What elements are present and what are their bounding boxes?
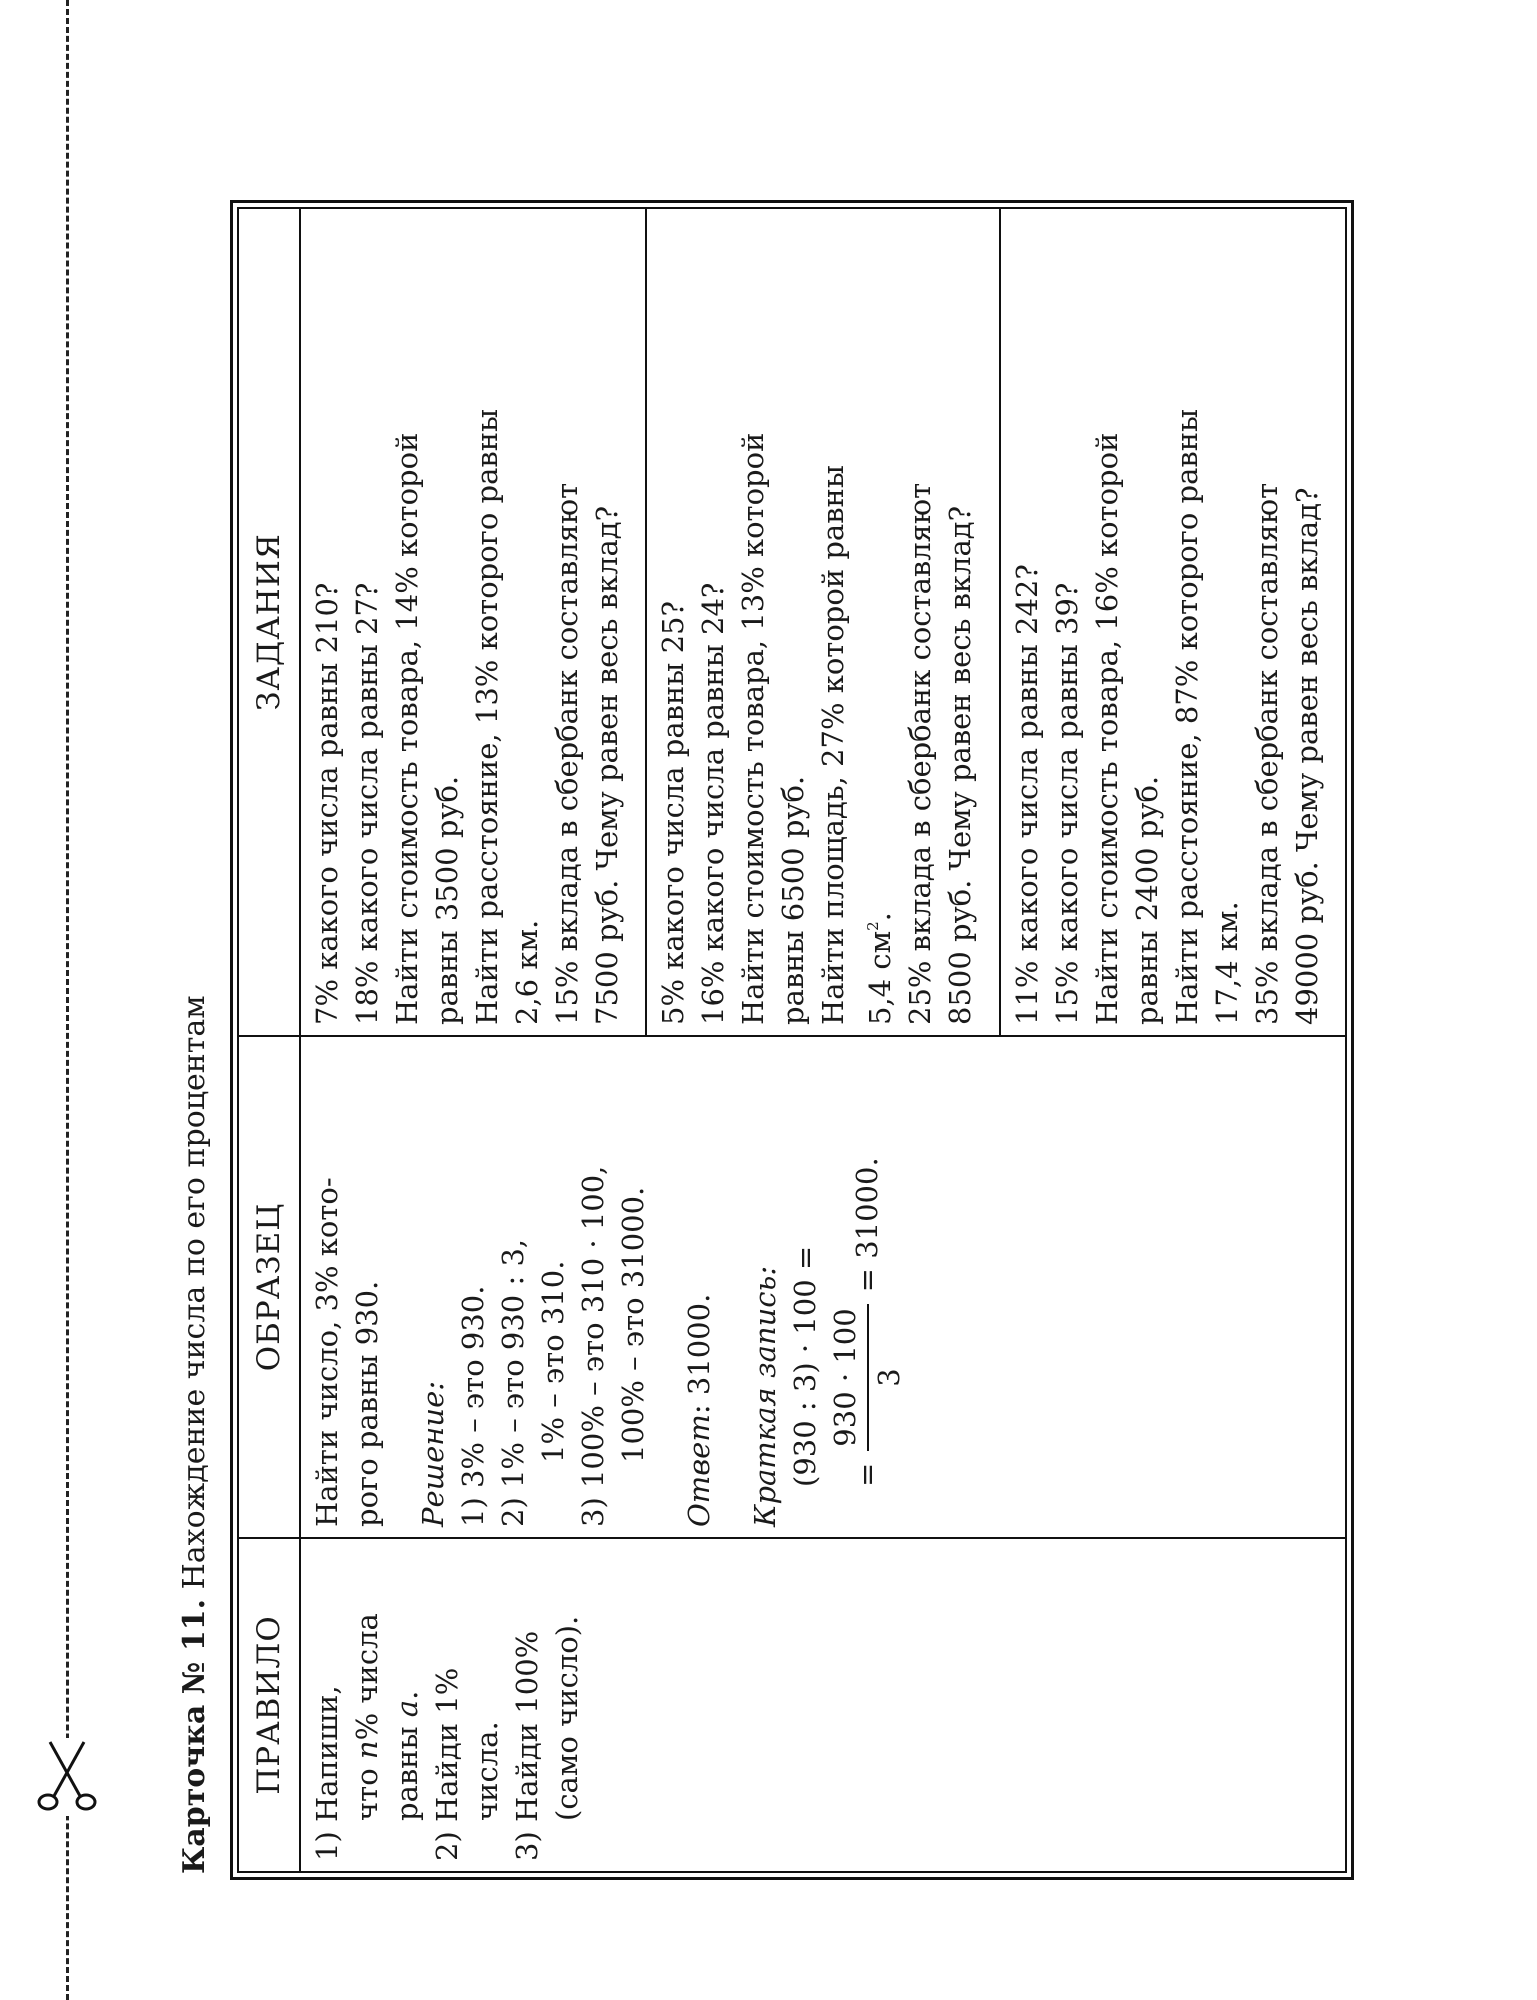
rule-step-2: 2) Найди 1% [430, 1667, 464, 1861]
task-2-c: Найти стоимость товара, 13% которой [736, 432, 771, 1025]
task-group-1 [300, 208, 646, 1036]
task-1-d: равны 3500 руб. [430, 775, 464, 1025]
rule-step-1-line-3: равны a. [390, 1690, 424, 1821]
task-3-b: 15% какого числа равны 39? [1049, 582, 1084, 1025]
rule-step-3-line-2: (само число). [550, 1615, 584, 1821]
task-1-a: 7% какого числа равны 210? [310, 582, 344, 1025]
task-1-f: 2,6 км. [510, 919, 544, 1025]
header-tasks: ЗАДАНИЯ [238, 208, 300, 1036]
task-group-2 [646, 208, 1000, 1036]
task-2-h: 8500 руб. Чему равен весь вклад? [943, 505, 978, 1025]
scissors-icon [36, 1738, 98, 1816]
card-topic: Нахождение числа по его процентам [177, 995, 212, 1599]
fraction-denominator: 3 [872, 1368, 906, 1387]
task-3-a: 11% какого числа равны 242? [1009, 564, 1044, 1025]
card-content [170, 30, 1530, 1880]
card-table [237, 207, 1347, 1873]
solution-step-2-line-2: 1% – это 310. [536, 1260, 570, 1463]
header-rule: ПРАВИЛО [238, 1538, 300, 1872]
task-1-c: Найти стоимость товара, 14% которой [390, 432, 424, 1025]
solution-step-3: 3) 100% – это 310 · 100, [576, 1165, 610, 1527]
card-number: Карточка № 11. [177, 1598, 212, 1874]
rule-step-1: 1) Напиши, [310, 1685, 344, 1861]
task-2-e: Найти площадь, 27% которой равны [816, 465, 851, 1025]
sample-task-line-1: Найти число, 3% кото- [310, 1177, 344, 1527]
task-1-e: Найти расстояние, 13% которого равны [470, 408, 504, 1025]
solution-step-2: 2) 1% – это 930 : 3, [496, 1238, 530, 1527]
card-title [170, 995, 220, 1874]
card-table-frame [230, 200, 1354, 1880]
task-3-c: Найти стоимость товара, 16% которой [1089, 432, 1124, 1025]
task-1-h: 7500 руб. Чему равен весь вклад? [590, 505, 624, 1025]
task-row-1 [300, 208, 646, 1872]
solution-step-3-line-2: 100% – это 31000. [616, 1186, 650, 1463]
task-1-g: 15% вклада в сбербанк составляют [550, 482, 584, 1025]
sample-task-line-2: рого равны 930. [350, 1280, 384, 1527]
rule-step-1-line-2: что n% числа [350, 1613, 384, 1821]
task-3-h: 49000 руб. Чему равен весь вклад? [1289, 487, 1324, 1025]
task-3-e: Найти расстояние, 87% которого равны [1169, 408, 1204, 1025]
fraction-numerator: 930 · 100 [825, 1304, 869, 1450]
rule-step-2-line-2: числа. [470, 1721, 504, 1821]
task-3-f: 17,4 км. [1209, 901, 1244, 1025]
rule-step-3: 3) Найди 100% [510, 1630, 544, 1861]
task-3-d: равны 2400 руб. [1129, 775, 1164, 1025]
short-record-fraction: = 930 · 100 3 = 31000. [825, 1045, 909, 1527]
rule-cell [300, 1538, 1346, 1872]
answer-label: Ответ [682, 1414, 716, 1527]
solution-step-1: 1) 3% – это 930. [456, 1285, 490, 1527]
sample-cell [300, 1036, 1346, 1538]
task-2-b: 16% какого числа равны 24? [696, 582, 731, 1025]
task-2-a: 5% какого числа равны 25? [656, 600, 691, 1025]
header-sample: ОБРАЗЕЦ [238, 1036, 300, 1538]
answer-value: : 31000. [682, 1293, 716, 1415]
task-1-b: 18% какого числа равны 27? [350, 582, 384, 1025]
short-record-line-1: (930 : 3) · 100 = [788, 1245, 822, 1487]
task-group-3 [1000, 208, 1346, 1036]
fraction-result: = 31000. [850, 1157, 884, 1293]
task-3-g: 35% вклада в сбербанк составляют [1249, 482, 1284, 1025]
task-2-d: равны 6500 руб. [776, 775, 811, 1025]
cut-line [66, 0, 69, 2000]
task-2-f: 5,4 $см^2$. [863, 912, 898, 1025]
solution-label: Решение: [416, 1380, 450, 1527]
answer-line [679, 1045, 719, 1527]
task-2-g: 25% вклада в сбербанк составляют [903, 482, 938, 1025]
short-record-label: Краткая запись: [748, 1265, 782, 1527]
header-row [238, 208, 300, 1872]
